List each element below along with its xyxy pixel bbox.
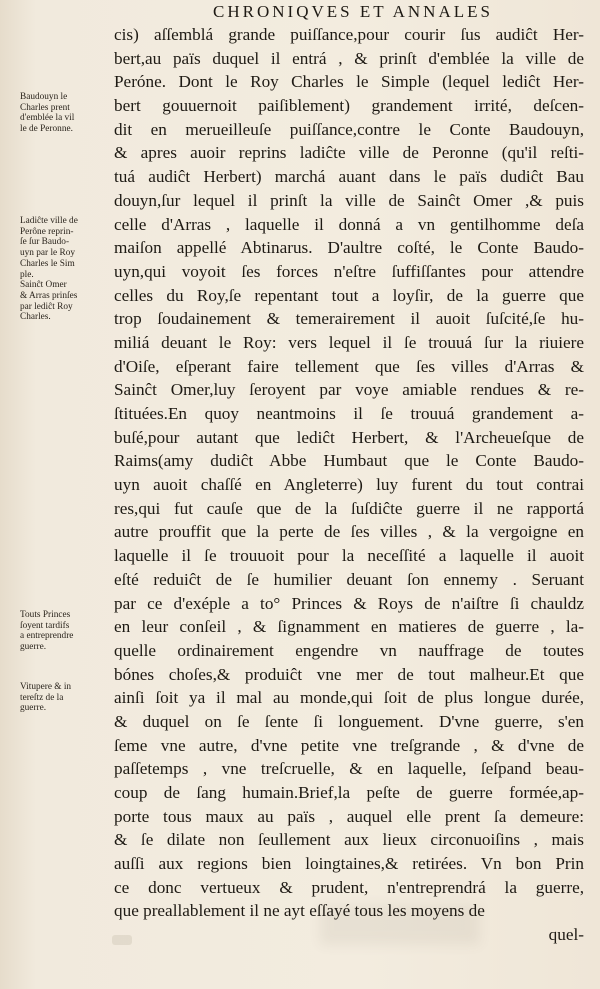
margin-note-line: le de Peronne. bbox=[20, 124, 73, 135]
margin-note-line: Sainĉt Omer bbox=[20, 280, 67, 291]
text-line: & apres auoir reprins ladiĉte ville de Peronne (qu'il reſti- bbox=[114, 143, 584, 163]
text-line: en leur conſeil , & ſignamment en matieres de guerre , la- bbox=[114, 617, 584, 637]
text-line: bert gouuernoit paiſiblement) grandement irrité, deſcen- bbox=[114, 96, 584, 116]
text-line: paſſetemps , vne treſcruelle, & en laquelle, ſeſpand beau- bbox=[114, 759, 584, 779]
text-line: coup de ſang humain.Brief,la peſte de guerre formée,ap- bbox=[114, 783, 584, 802]
text-line: que preallablement il ne ayt eſſayé tous les moyens de bbox=[114, 901, 485, 921]
margin-note-line: Charles le Sim bbox=[20, 258, 75, 269]
text-line: celles du Roy,ſe repentant tout a loyſir, de la guerre que bbox=[114, 285, 584, 305]
margin-note-line: tereſtz de la bbox=[20, 692, 64, 703]
margin-note-line: ple. bbox=[20, 269, 34, 280]
text-line: eſté reduiĉt de ſe humilier deuant ſon ennemy . Seruant bbox=[114, 569, 584, 589]
text-line: miliá deuant le Roy: vers lequel il ſe trouuá ſur la riuiere bbox=[114, 332, 584, 352]
text-line: cis) aſſemblá grande puiſſance,pour courir ſus audiĉt Her- bbox=[114, 25, 584, 44]
margin-note bbox=[20, 216, 110, 323]
text-line: buſé,pour autant que lediĉt Herbert, & l'Archeueſque de bbox=[114, 427, 584, 447]
text-line: bónes choſes,& produiĉt vne mer de tout malheur.Et que bbox=[114, 664, 584, 684]
margin-note-line: ſe ſur Baudo- bbox=[20, 237, 70, 248]
catchword: quel- bbox=[548, 925, 584, 945]
body-text bbox=[114, 23, 584, 947]
text-line: ſtituées.En quoy neantmoins il ſe trouuá grandement a- bbox=[114, 404, 584, 423]
text-line: res,qui fut cauſe que de la ſuſdiĉte guerre il ne rapportá bbox=[114, 498, 584, 518]
margin-note bbox=[20, 92, 110, 135]
margin-note-line: Charles prent bbox=[20, 102, 70, 113]
margin-note bbox=[20, 610, 110, 653]
text-line: Peróne. Dont le Roy Charles le Simple (lequel lediĉt Her- bbox=[114, 72, 584, 92]
text-line: maiſon appellé Abtinarus. D'aultre coſté, le Conte Baudo- bbox=[114, 238, 584, 258]
text-line: bert,au païs duquel il entrá , & prinſt d'emblée la ville de bbox=[114, 48, 584, 68]
text-line: uyn auoit chaſſé en Angleterre) luy furent du tout contrai bbox=[114, 475, 584, 495]
text-line: tuá audiĉt Herbert) marchá auant dans le païs dudiĉt Bau bbox=[114, 167, 584, 187]
text-line: uyn,qui voyoit ſes forces n'eſtre ſuffiſſantes pour attendre bbox=[114, 261, 584, 281]
margin-note-line: Perône reprin- bbox=[20, 226, 74, 237]
margin-note bbox=[20, 682, 110, 714]
margin-note-line: uyn par le Roy bbox=[20, 248, 75, 259]
margin-note-line: & Arras prinſes bbox=[20, 290, 78, 301]
text-line: Sainĉt Omer,luy ſeroyent par voye amiable rendues & re- bbox=[114, 380, 584, 400]
text-line: dit en merueilleuſe puiſſance,contre le Conte Baudouyn, bbox=[114, 119, 584, 139]
margin-note-line: Ladiĉte ville de bbox=[20, 216, 78, 226]
text-line: douyn,ſur lequel il prinſt la ville de Sainĉt Omer ,& puis bbox=[114, 190, 584, 210]
margin-note-line: d'emblée la vil bbox=[20, 113, 75, 124]
text-line: & ſe dilate non ſeullement aux lieux circonuoiſins , mais bbox=[114, 830, 584, 850]
margin-note-line: Baudouyn le bbox=[20, 92, 68, 102]
text-line: ce donc vertueux & prudent, n'entreprendrá la guerre, bbox=[114, 877, 584, 897]
margin-note-line: guerre. bbox=[20, 703, 47, 714]
text-line: quelle ordinairement engendre vn nauffrage de toutes bbox=[114, 640, 584, 660]
text-line: celle d'Arras , laquelle il donná a vn gentilhomme deſa bbox=[114, 214, 584, 234]
margin-note-line: Vitupere & in bbox=[20, 682, 72, 692]
margin-note-line: Touts Princes bbox=[20, 610, 71, 620]
text-line: Raims(amy dudiĉt Abbe Humbaut que le Conte Baudo- bbox=[114, 451, 584, 471]
text-line: ainſi ſoit ya il mal au monde,qui ſoit de plus longue durée, bbox=[114, 688, 584, 708]
margin-note-line: Charles. bbox=[20, 312, 51, 323]
text-line: autre prouffit que la perte de ſes villes , & la vergoigne en bbox=[114, 522, 584, 542]
margin-note-line: par lediĉt Roy bbox=[20, 301, 73, 312]
margin-note-line: ſoyent tardifs bbox=[20, 620, 70, 631]
text-line: d'Oiſe, eſperant faire tellement que ſes villes d'Arras & bbox=[114, 356, 584, 376]
text-line: ſeme vne autre, d'vne petite vne treſgrande , & d'vne de bbox=[114, 735, 584, 755]
margin-note-line: a entreprendre bbox=[20, 631, 74, 642]
margin-note-line: guerre. bbox=[20, 642, 47, 653]
running-head: CHRONIQVES ET ANNALES bbox=[213, 2, 493, 21]
text-line: auſſi aux regions bien loingtaines,& retirées. Vn bon Prin bbox=[114, 854, 584, 874]
text-line: porte tous maux au païs , auquel elle prent ſa demeure: bbox=[114, 806, 584, 826]
text-line: & duquel on ſe ſente ſi longuement. D'vne guerre, s'en bbox=[114, 711, 584, 731]
text-line: trop ſoudainement & temerairement il auoit ſuſcité,ſe hu- bbox=[114, 309, 584, 329]
text-line: par ce d'exéple a to° Princes & Roys de n'aiſtre ſi chauldz bbox=[114, 593, 584, 613]
text-line: laquelle il ſe trouuoit pour la neceſſité a laquelle il auoit bbox=[114, 546, 584, 566]
